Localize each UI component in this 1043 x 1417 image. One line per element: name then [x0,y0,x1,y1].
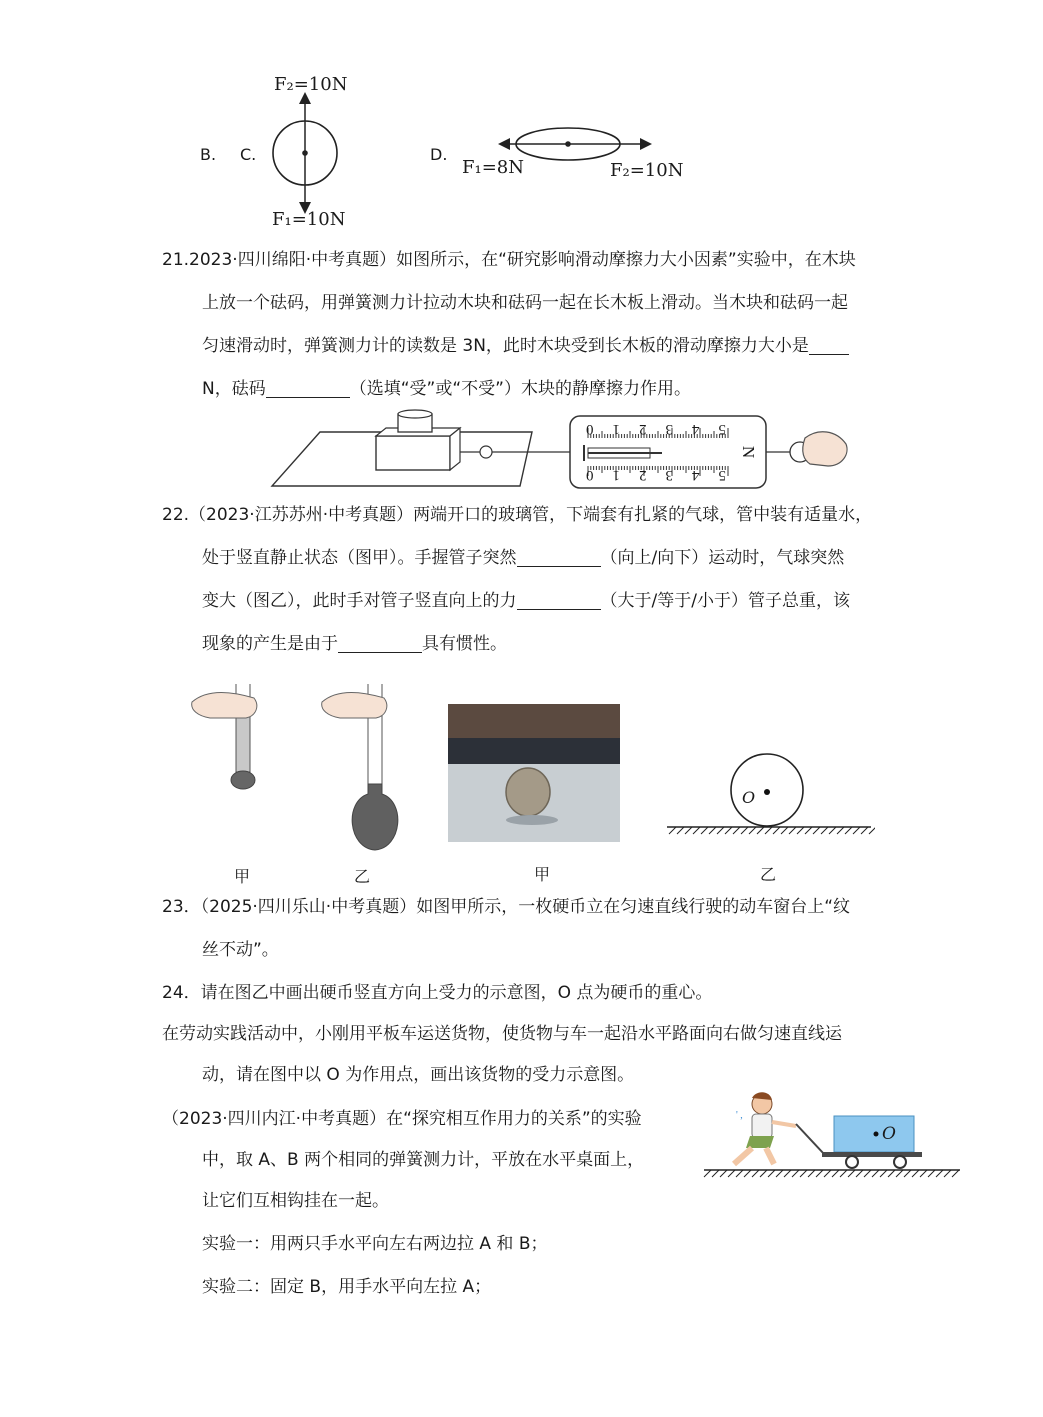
hand-icon [322,693,387,719]
option-d-right-label: F₂=10N [610,160,684,181]
scale-unit: N [739,445,759,459]
hand-icon [803,432,847,466]
wooden-block [376,436,450,470]
q22-line-4: 现象的产生是由于 具有惯性。 [202,634,507,654]
q24-line-3: 动，请在图中以 O 为作用点，画出该货物的受力示意图。 [202,1065,635,1085]
answer-blank[interactable] [517,548,601,567]
option-c-top-label: F₂=10N [274,74,348,95]
hand-icon [192,693,257,719]
caption-yi-2: 乙 [760,865,777,884]
option-c-bottom-label: F₁=10N [272,209,346,230]
option-d-label: D. [430,145,448,164]
tube-figure-jia [190,684,280,804]
answer-blank[interactable] [266,379,350,398]
center-label: O [742,788,756,807]
q25-line-5: 实验二：固定 B，用手水平向左拉 A； [202,1277,492,1297]
q22-line-3: 变大（图乙），此时手对管子竖直向上的力 （大于/等于/小于）管子总重，该 [202,591,850,611]
q24-line-1: 24．请在图乙中画出硬币竖直方向上受力的示意图，O 点为硬币的重心。 [162,983,713,1003]
answer-blank[interactable] [809,336,849,355]
q21-line-2: 上放一个砝码，用弹簧测力计拉动木块和砝码一起在长木板上滑动。当木块和砝码一起 [202,293,848,313]
caption-jia-1: 甲 [234,867,251,886]
q23-line-1: 23．（2025·四川乐山·中考真题）如图甲所示，一枚硬币立在匀速直线行驶的动车窗台上“纹 [162,897,851,917]
caption-jia-2: 甲 [534,865,551,884]
answer-blank[interactable] [338,634,422,653]
friction-experiment-figure [270,408,850,493]
cart-center-label: O [882,1124,896,1144]
q21-line-4: N，砝码 （选填“受”或“不受”）木块的静摩擦力作用。 [202,379,691,399]
coin [506,768,550,816]
q22-line-1: 22.（2023·江苏苏州·中考真题）两端开口的玻璃管，下端套有扎紧的气球，管中装有适量水， [162,505,873,525]
q25-line-1: （2023·四川内江·中考真题）在“探究相互作用力的关系”的实验 [162,1109,642,1129]
q22-line-2: 处于竖直静止状态（图甲）。手握管子突然 （向上/向下）运动时，气球突然 [202,548,845,568]
coin-diagram [665,752,875,836]
answer-blank[interactable] [517,591,601,610]
scale-top-numbers: 5 4 3 2 1 0 [586,421,726,437]
tube-figure-yi [318,684,418,854]
center-point [764,789,770,795]
balloon [231,771,255,789]
scale-bottom-numbers: 5 4 3 2 1 0 [586,467,726,483]
q25-line-3: 让它们互相钩挂在一起。 [202,1191,389,1211]
option-b-label: B. [200,145,217,164]
q25-line-4: 实验一：用两只手水平向左右两边拉 A 和 B； [202,1234,548,1254]
cart-illustration [700,1092,965,1184]
q24-line-2: 在劳动实践活动中，小刚用平板车运送货物，使货物与车一起沿水平路面向右做匀速直线运 [162,1024,842,1044]
option-c-label: C. [240,145,257,164]
q25-line-2: 中，取 A、B 两个相同的弹簧测力计，平放在水平桌面上， [202,1150,645,1170]
center-point [874,1132,879,1137]
coin-photo [448,704,620,842]
q21-line-1: 21.2023·四川绵阳·中考真题）如图所示，在“研究影响滑动摩擦力大小因素”实验中，在木块 [162,250,856,270]
caption-yi-1: 乙 [354,867,371,886]
svg-text:' ,: ' , [736,1110,743,1121]
option-d-left-label: F₁=8N [462,157,524,178]
balloon [352,784,398,850]
q21-line-3: 匀速滑动时，弹簧测力计的读数是 3N，此时木块受到长木板的滑动摩擦力大小是 [202,333,849,359]
q23-line-2: 丝不动”。 [202,940,279,960]
